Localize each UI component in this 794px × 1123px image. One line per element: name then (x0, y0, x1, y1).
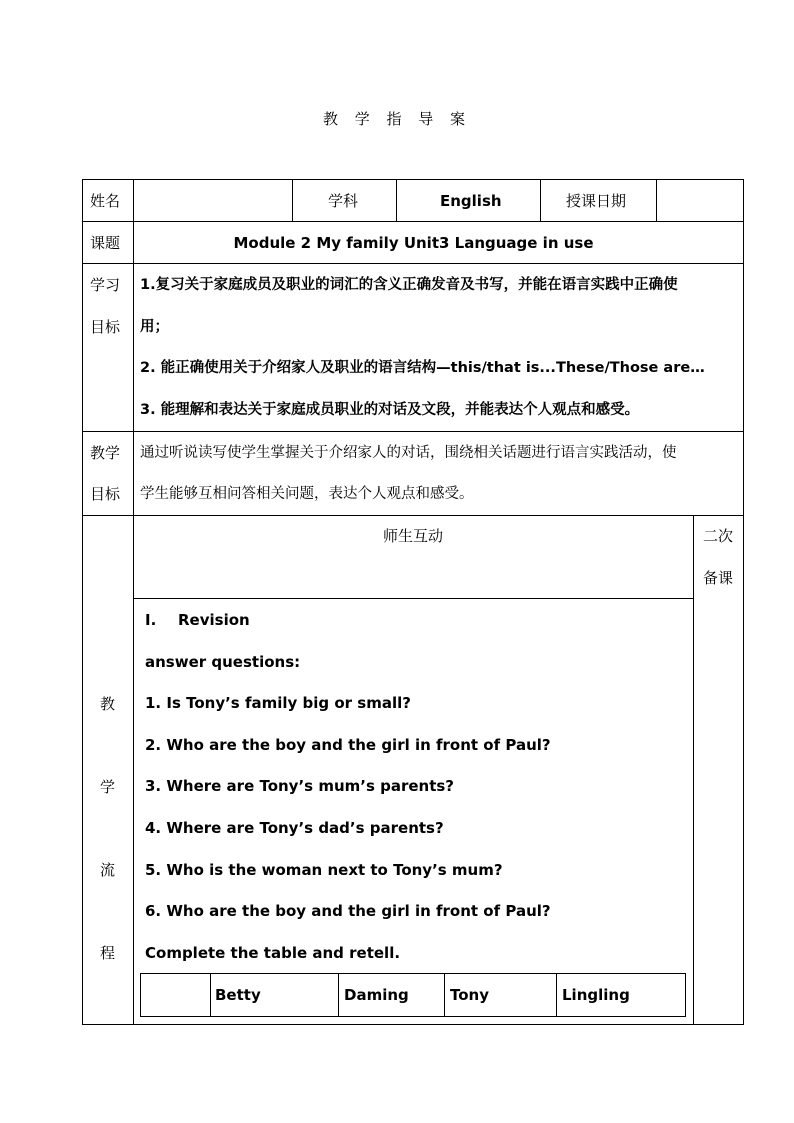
section-title: Revision (178, 611, 250, 629)
subject-value: English (440, 192, 502, 210)
question-item: 5. Who is the woman next to Tony’s mum? (145, 861, 503, 879)
inner-table-header: Betty (215, 986, 261, 1004)
process-label: 流 (100, 861, 116, 879)
question-item: 4. Where are Tony’s dad’s parents? (145, 819, 444, 837)
date-label: 授课日期 (566, 192, 627, 210)
table-instruction: Complete the table and retell. (145, 944, 401, 962)
process-label: 教 (100, 695, 116, 713)
process-label: 程 (100, 944, 116, 962)
study-goal-line: 2. 能正确使用关于介绍家人及职业的语言结构—this/that is...These/Those are… (140, 360, 705, 376)
study-goal-line: 3. 能理解和表达关于家庭成员职业的对话及文段，并能表达个人观点和感受。 (140, 402, 640, 418)
section-number: I. (145, 611, 157, 629)
interaction-header: 师生互动 (382, 527, 443, 545)
document-title: 教 学 指 导 案 (322, 110, 472, 128)
study-goals-label: 目标 (90, 318, 121, 336)
inner-table-header: Daming (344, 986, 409, 1004)
inner-table-header: Lingling (562, 986, 630, 1004)
col-divider (133, 179, 134, 1025)
row-divider (133, 598, 694, 599)
study-goal-line: 用； (140, 319, 169, 335)
row-divider (82, 515, 744, 516)
col-divider (693, 515, 694, 1025)
section-intro: answer questions: (145, 653, 301, 671)
process-label: 学 (100, 778, 116, 796)
question-item: 6. Who are the boy and the girl in front of Paul? (145, 902, 551, 920)
second-prep-label: 备课 (703, 569, 734, 587)
row-divider (82, 263, 744, 264)
teaching-goals-label: 目标 (90, 485, 121, 503)
inner-col-divider (444, 973, 445, 1017)
question-item: 2. Who are the boy and the girl in front of Paul? (145, 736, 551, 754)
study-goals-label: 学习 (90, 276, 121, 294)
inner-col-divider (210, 973, 211, 1017)
teaching-goal-line: 学生能够互相问答相关问题，表达个人观点和感受。 (140, 486, 474, 502)
col-divider (292, 179, 293, 221)
col-divider (540, 179, 541, 221)
question-item: 1. Is Tony’s family big or small? (145, 694, 411, 712)
row-divider (82, 431, 744, 432)
topic-label: 课题 (90, 234, 121, 252)
question-item: 3. Where are Tony’s mum’s parents? (145, 777, 455, 795)
second-prep-label: 二次 (703, 527, 734, 545)
outer-table (82, 179, 744, 1025)
teaching-goals-label: 教学 (90, 444, 121, 462)
name-label: 姓名 (90, 192, 121, 210)
inner-col-divider (556, 973, 557, 1017)
col-divider (396, 179, 397, 221)
teaching-goal-line: 通过听说读写使学生掌握关于介绍家人的对话，围绕相关话题进行语言实践活动，使 (140, 445, 677, 461)
study-goal-line: 1.复习关于家庭成员及职业的词汇的含义正确发音及书写，并能在语言实践中正确使 (140, 277, 678, 293)
col-divider (656, 179, 657, 221)
topic-value: Module 2 My family Unit3 Language in use (233, 234, 594, 252)
inner-table-header: Tony (450, 986, 490, 1004)
row-divider (82, 221, 744, 222)
inner-col-divider (338, 973, 339, 1017)
subject-label: 学科 (328, 192, 359, 210)
